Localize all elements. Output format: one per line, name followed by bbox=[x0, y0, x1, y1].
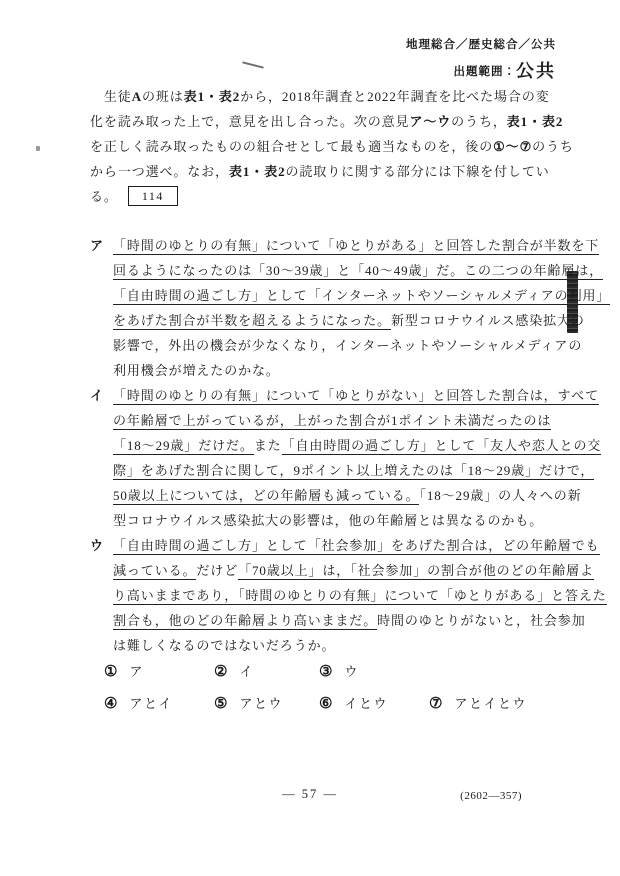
choice-7-label: アとイとウ bbox=[454, 696, 527, 711]
opinion-a-text: 「時間のゆとりの有無」について「ゆとりがある」と回答した割合が半数を下 回るようになったのは「30～39歳」と「40～49歳」だ。この二つの年齢層は， 「自由時間の過ごし方」として「インターネットやソーシャルメディアの利用」 をあげた割合が半数を超えるようになった。新型コロナウイルス感染拡大の 影響で，外出の機会が少なくなり，インターネットやソーシャルメディアの 利用機会が増えたのかな。 bbox=[113, 238, 611, 378]
choice-2-number: ② bbox=[214, 664, 228, 680]
exam-range-value: 公共 bbox=[516, 61, 556, 81]
choice-5-number: ⑤ bbox=[214, 696, 228, 712]
opinion-a-label: ア bbox=[90, 238, 104, 253]
opinion-i bbox=[90, 383, 602, 533]
stray-pen-mark bbox=[242, 61, 264, 68]
opinion-u-text: 「自由時間の過ごし方」として「社会参加」をあげた割合は，どの年齢層でも 減っている。だけど「70歳以上」は，「社会参加」の割合が他のどの年齢層よ り高いままであり，「時間のゆとりの有無」について「ゆとりがある」と答えた 割合も，他のどの年齢層より高いままだ。時間のゆとりがないと，社会参加 は難しくなるのではないだろうか。 bbox=[113, 538, 607, 653]
page-header bbox=[406, 36, 556, 83]
opinion-a bbox=[90, 233, 611, 383]
choice-6 bbox=[319, 691, 388, 716]
choice-1-number: ① bbox=[104, 664, 118, 680]
opinion-u bbox=[90, 533, 607, 658]
choice-3-label: ウ bbox=[344, 664, 359, 679]
page-number: — 57 — bbox=[282, 787, 338, 801]
choice-2-label: イ bbox=[239, 664, 254, 679]
question-intro-text: 生徒Aの班は表1・表2から，2018年調査と2022年調査を比べた場合の変 化を読み取った上で，意見を出し合った。次の意見ア～ウのうち，表1・表2 を正しく読み取ったものの組合せとして最も適当なものを，後の①～⑦のうち から一つ選べ。なお，表1・表2の読取りに関する部分には下線を付してい る。 114 bbox=[90, 89, 574, 204]
choice-4-label: アとイ bbox=[129, 696, 173, 711]
answer-choices bbox=[104, 659, 574, 729]
exam-range-label: 出題範囲： bbox=[453, 66, 516, 78]
opinion-i-label: イ bbox=[90, 388, 104, 403]
scan-dust-dot bbox=[36, 146, 40, 151]
choice-3 bbox=[319, 659, 359, 684]
choice-1 bbox=[104, 659, 144, 684]
choice-7 bbox=[429, 691, 527, 716]
choice-4-number: ④ bbox=[104, 696, 118, 712]
choice-4 bbox=[104, 691, 173, 716]
choice-5-label: アとウ bbox=[239, 696, 283, 711]
subject-title: 地理総合／歴史総合／公共 bbox=[406, 39, 556, 51]
opinion-u-label: ウ bbox=[90, 538, 104, 553]
choice-2 bbox=[214, 659, 254, 684]
choice-6-number: ⑥ bbox=[319, 696, 333, 712]
exam-range bbox=[406, 57, 556, 83]
choice-3-number: ③ bbox=[319, 664, 333, 680]
choice-5 bbox=[214, 691, 283, 716]
opinion-i-text: 「時間のゆとりの有無」について「ゆとりがない」と回答した割合は，すべて の年齢層で上がっているが，上がった割合が1ポイント未満だったのは 「18～29歳」だけだ。また「自由時間の過ごし方」として「友人や恋人との交 際」をあげた割合に関して，9ポイント以上増えたのは「18～29歳」だけで， 50歳以上については，どの年齢層も減っている。「18～29歳」の人々への新 型コロナウイルス感染拡大の影響は，他の年齢層とは異なるのかも。 bbox=[113, 388, 602, 528]
answer-number-box: 114 bbox=[128, 186, 178, 206]
document-code: (2602—357) bbox=[460, 790, 522, 802]
choice-6-label: イとウ bbox=[344, 696, 388, 711]
choice-7-number: ⑦ bbox=[429, 696, 443, 712]
choice-1-label: ア bbox=[129, 664, 144, 679]
